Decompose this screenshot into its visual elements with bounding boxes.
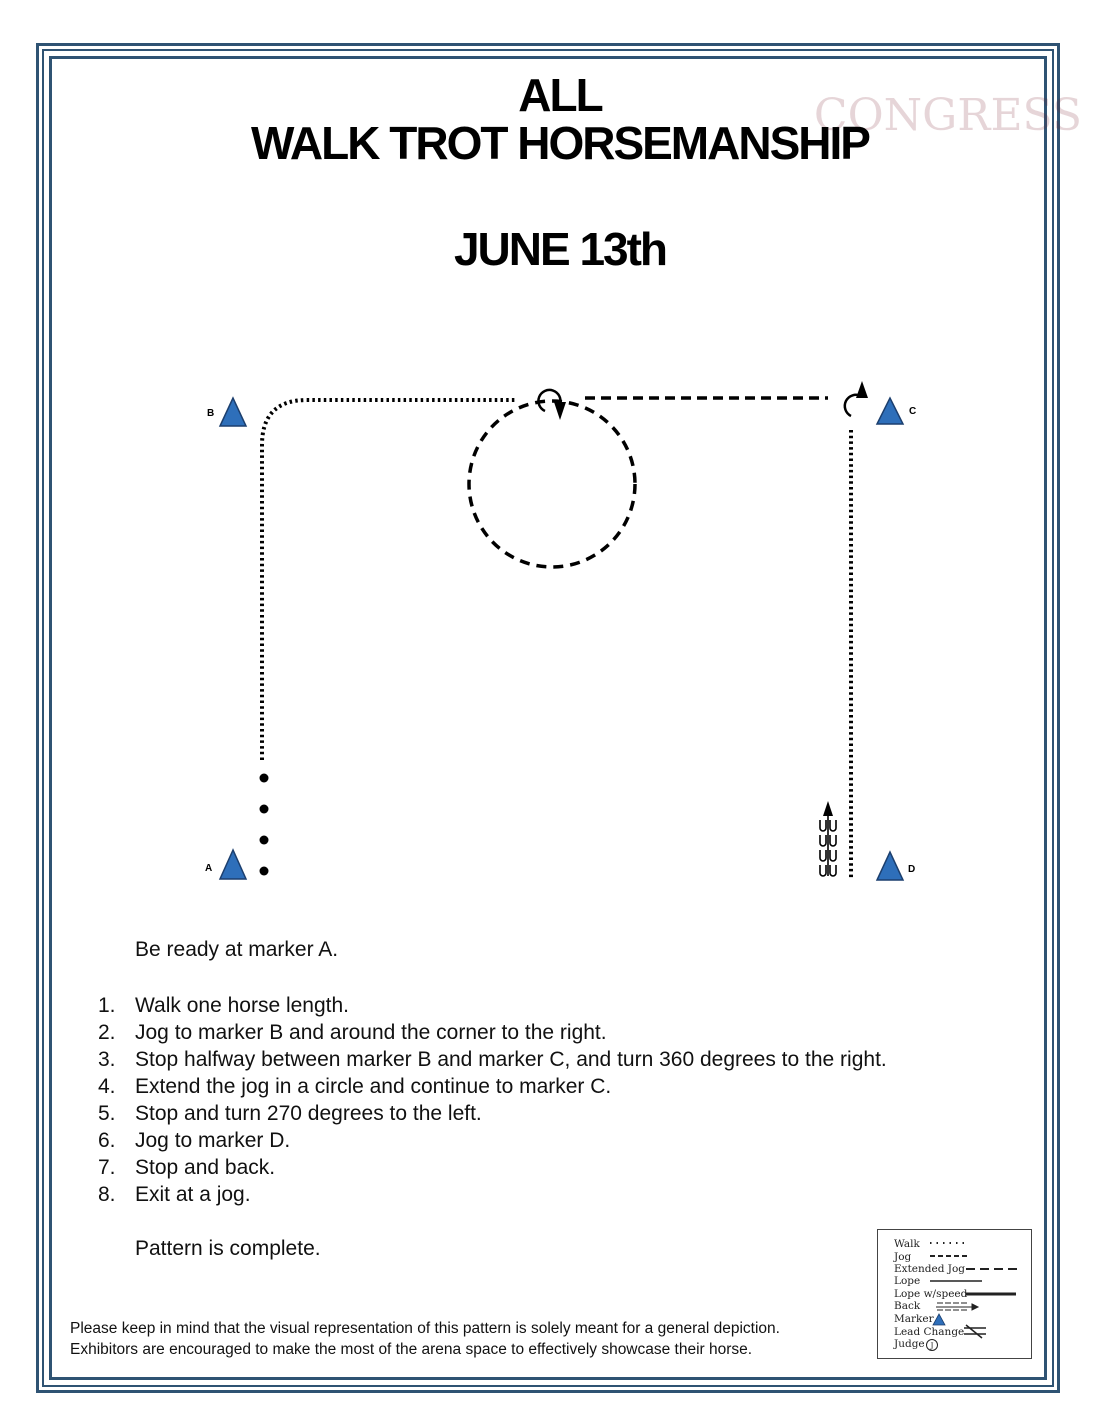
step-text: Stop and turn 270 degrees to the left. — [135, 1102, 482, 1125]
legend-lead-change-symbol — [964, 1325, 986, 1338]
legend-lope-label: Lope — [894, 1275, 921, 1287]
marker-b-triangle — [220, 398, 246, 426]
marker-b-label: B — [207, 408, 215, 419]
disclaimer-line-2: Exhibitors are encouraged to make the most of the arena space to effectively showcase their horse. — [70, 1341, 753, 1358]
step-number: 5. — [98, 1102, 116, 1125]
legend-jog-label: Jog — [894, 1251, 912, 1263]
step-text: Walk one horse length. — [135, 994, 350, 1017]
title-date: JUNE 13th — [453, 223, 667, 275]
step-text: Stop and back. — [135, 1156, 276, 1179]
marker-c-triangle — [877, 398, 903, 424]
legend-symbols — [878, 1230, 1033, 1360]
pattern-step — [98, 1019, 887, 1046]
turn-360-arrowhead — [554, 402, 566, 420]
turn-270-arrowhead — [856, 381, 868, 398]
pattern-step — [98, 1046, 887, 1073]
step-text: Jog to marker B and around the corner to the right. — [135, 1021, 607, 1044]
pattern-step — [98, 1181, 887, 1208]
marker-a-label: A — [205, 863, 213, 874]
pattern-outro: Pattern is complete. — [135, 1237, 321, 1260]
pattern-step — [98, 1100, 887, 1127]
legend-walk-label: Walk — [894, 1238, 920, 1250]
step-text: Extend the jog in a circle and continue to marker C. — [135, 1075, 612, 1098]
watermark-text: CONGRESS — [813, 90, 1083, 141]
step-number: 3. — [98, 1048, 116, 1071]
jog-path-a-to-b — [262, 400, 517, 760]
step-number: 8. — [98, 1183, 116, 1206]
legend-extended-jog-label: Extended Jog — [894, 1263, 966, 1275]
pattern-step — [98, 992, 887, 1019]
step-text: Stop halfway between marker B and marker C, and turn 360 degrees to the right. — [135, 1048, 887, 1071]
walk-start-dots — [260, 774, 269, 876]
legend-back-symbol — [936, 1303, 978, 1310]
legend-back-label: Back — [894, 1300, 921, 1312]
legend-lope-speed-label: Lope w/speed — [894, 1288, 968, 1300]
legend-judge-label: Judge — [894, 1338, 925, 1350]
step-number: 6. — [98, 1129, 116, 1152]
pattern-step — [98, 1154, 887, 1181]
pattern-legend — [877, 1229, 1032, 1359]
marker-c-label: C — [909, 406, 917, 417]
pattern-steps-list — [98, 992, 887, 1208]
step-number: 4. — [98, 1075, 116, 1098]
disclaimer-line-1: Please keep in mind that the visual representation of this pattern is solely meant for a general depiction. — [70, 1320, 780, 1337]
back-symbol — [820, 801, 836, 876]
pattern-step — [98, 1073, 887, 1100]
pattern-intro: Be ready at marker A. — [135, 938, 339, 961]
step-number: 1. — [98, 994, 116, 1017]
pattern-step — [98, 1127, 887, 1154]
marker-d-label: D — [908, 864, 916, 875]
disclaimer — [70, 1318, 780, 1360]
legend-marker-symbol — [933, 1314, 945, 1325]
step-text: Exit at a jog. — [135, 1183, 251, 1206]
step-number: 2. — [98, 1021, 116, 1044]
legend-judge-symbol-letter: J — [930, 1341, 934, 1350]
legend-marker-label: Marker — [894, 1313, 934, 1325]
extended-jog-circle — [469, 401, 635, 567]
title-line-2: WALK TROT HORSEMANSHIP — [251, 117, 869, 169]
step-number: 7. — [98, 1156, 116, 1179]
legend-lead-change-label: Lead Change — [894, 1326, 965, 1338]
marker-a-triangle — [220, 850, 246, 879]
title-line-1: ALL — [518, 69, 602, 121]
marker-d-triangle — [877, 852, 903, 880]
step-text: Jog to marker D. — [135, 1129, 291, 1152]
